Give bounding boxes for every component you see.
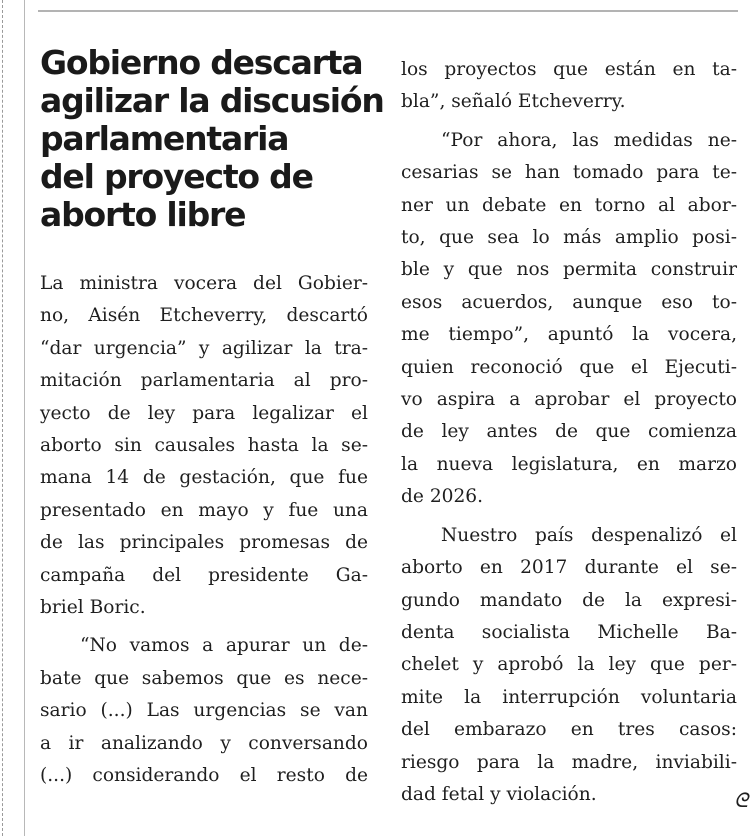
text-line: Nuestro país despenalizó el <box>441 524 737 546</box>
text-line: mitación parlamentaria al pro- <box>40 370 368 392</box>
paragraph-continued <box>401 54 737 119</box>
text-line: ner un debate en torno al abor- <box>401 194 737 216</box>
paragraph-background <box>401 520 737 812</box>
text-line: no, Aisén Etcheverry, descartó <box>40 305 368 327</box>
text-line: los proyectos que están en ta- <box>401 59 737 80</box>
text-line: chelet y aprobó la ley que per- <box>401 654 737 676</box>
text-line: to, que sea lo más amplio posi- <box>401 227 737 249</box>
article-right-column <box>401 54 737 811</box>
article-headline <box>40 43 384 234</box>
text-line: del embarazo en tres casos: <box>401 719 737 741</box>
text-line: La ministra vocera del Gobier- <box>40 273 368 294</box>
paragraph-quote-2 <box>401 125 737 514</box>
text-line: sario (...) Las urgencias se van <box>40 700 368 722</box>
text-line: aborto sin causales hasta la se- <box>40 435 368 457</box>
text-line: esos acuerdos, aunque eso to- <box>401 291 737 313</box>
text-line: me tiempo”, apuntó la vocera, <box>401 324 737 346</box>
headline-line: parlamentaria <box>40 119 289 158</box>
text-line: la nueva legislatura, en marzo <box>401 453 737 475</box>
text-line: de ley antes de que comienza <box>401 421 737 443</box>
end-of-article-icon: ᘓ <box>733 788 748 812</box>
top-rule <box>38 10 738 12</box>
text-line: quien reconoció que el Ejecuti- <box>401 356 737 378</box>
text-line: vo aspira a aprobar el proyecto <box>401 389 737 411</box>
text-line: riesgo para la madre, inviabili- <box>401 751 737 773</box>
text-line: denta socialista Michelle Ba- <box>401 621 737 643</box>
text-line: de 2026. <box>401 486 484 508</box>
text-line: de las principales promesas de <box>40 532 368 554</box>
column-divider-left <box>2 0 3 836</box>
text-line: mite la interrupción voluntaria <box>401 686 737 708</box>
text-line: briel Boric. <box>40 597 146 619</box>
text-line: bla”, señaló Etcheverry. <box>401 91 626 113</box>
text-line: (...) considerando el resto de <box>40 765 368 787</box>
text-line: gundo mandato de la expresi- <box>401 589 737 611</box>
text-line: campaña del presidente Ga- <box>40 564 368 586</box>
text-line: bate que sabemos que es nece- <box>40 667 368 689</box>
text-line: mana 14 de gestación, que fue <box>40 467 368 489</box>
text-line: presentado en mayo y fue una <box>40 499 368 521</box>
article-left-column <box>40 43 384 793</box>
text-line: a ir analizando y conversando <box>40 732 368 754</box>
headline-line: Gobierno descarta <box>40 43 363 82</box>
paragraph-quote-1 <box>40 630 368 792</box>
text-line: cesarias se han tomado para te- <box>401 162 737 184</box>
text-line: dad fetal y violación. <box>401 783 597 805</box>
text-line: “dar urgencia” y agilizar la tra- <box>40 337 368 359</box>
headline-line: del proyecto de <box>40 157 313 196</box>
text-line: “No vamos a apurar un de- <box>80 635 368 657</box>
column-divider-right <box>24 0 25 836</box>
text-line: yecto de ley para legalizar el <box>40 402 368 424</box>
text-line: ble y que nos permita construir <box>401 259 737 281</box>
text-line: “Por ahora, las medidas ne- <box>441 129 737 151</box>
text-line: aborto en 2017 durante el se- <box>401 557 737 579</box>
headline-line: agilizar la discusión <box>40 81 384 120</box>
headline-line: aborto libre <box>40 195 246 234</box>
paragraph-lead <box>40 268 368 624</box>
